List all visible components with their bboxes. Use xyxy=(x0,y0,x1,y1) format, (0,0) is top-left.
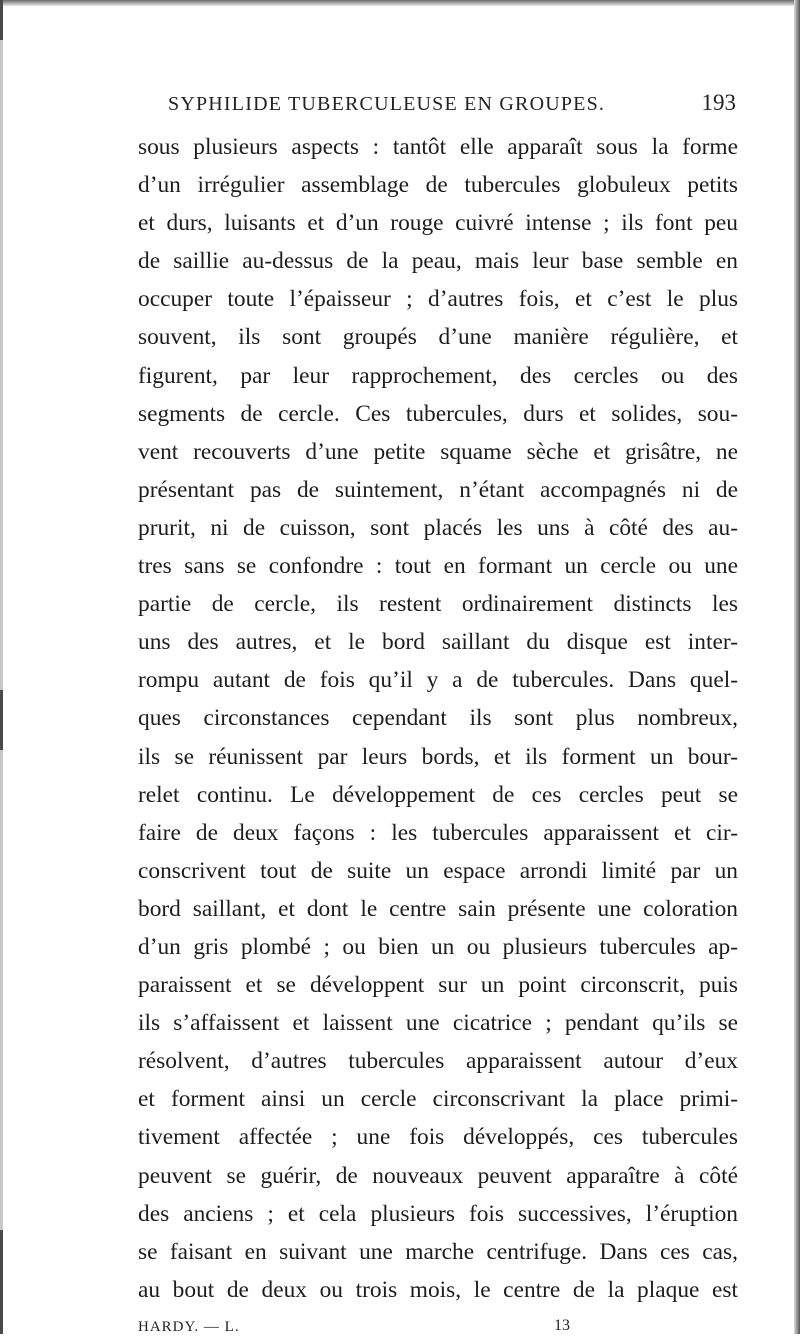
scan-mark xyxy=(0,690,3,750)
text-line: partie de cercle, ils restent ordinairement distincts les xyxy=(138,591,738,618)
text-line: résolvent, d’autres tubercules apparaissent autour d’eux xyxy=(138,1048,738,1075)
text-line: rompu autant de fois qu’il y a de tubercules. Dans quel- xyxy=(138,667,738,694)
text-line: occuper toute l’épaisseur ; d’autres fois, et c’est le plus xyxy=(138,286,738,313)
text-line: figurent, par leur rapprochement, des cercles ou des xyxy=(138,362,738,389)
scan-shadow-right xyxy=(794,0,800,1334)
page-header xyxy=(138,92,738,128)
running-title: SYPHILIDE TUBERCULEUSE EN GROUPES. xyxy=(168,93,606,115)
book-page xyxy=(138,92,738,1343)
text-line: ils s’affaissent et laissent une cicatrice ; pendant qu’ils se xyxy=(138,1010,738,1037)
text-line: et forment ainsi un cercle circonscrivant la place primi- xyxy=(138,1086,738,1113)
text-line: ques circonstances cependant ils sont plus nombreux, xyxy=(138,705,738,732)
text-line: vent recouverts d’une petite squame sèche et grisâtre, ne xyxy=(138,438,738,465)
text-line: tivement affectée ; une fois développés, ces tubercules xyxy=(138,1124,738,1151)
scan-shadow-left xyxy=(0,0,3,1334)
text-line: d’un irrégulier assemblage de tubercules globuleux petits xyxy=(138,172,738,199)
page-number: 193 xyxy=(701,90,736,115)
text-line: sous plusieurs aspects : tantôt elle apparaît sous la forme xyxy=(138,134,738,160)
text-line: des anciens ; et cela plusieurs fois successives, l’éruption xyxy=(138,1200,738,1227)
scan-shadow-top xyxy=(0,0,800,6)
text-line: conscrivent tout de suite un espace arrondi limité par un xyxy=(138,857,738,884)
text-line: relet continu. Le développement de ces cercles peut se xyxy=(138,781,738,808)
body-text xyxy=(138,128,738,1309)
text-line: segments de cercle. Ces tubercules, durs et solides, sou- xyxy=(138,400,738,427)
scan-mark xyxy=(0,0,3,40)
text-line: peuvent se guérir, de nouveaux peuvent apparaître à côté xyxy=(138,1162,738,1189)
text-line: ils se réunissent par leurs bords, et ils forment un bour- xyxy=(138,743,738,770)
text-line: se faisant en suivant une marche centrifuge. Dans ces cas, xyxy=(138,1238,738,1265)
printer-signature: HARDY. — L. xyxy=(138,1318,240,1335)
text-line: au bout de deux ou trois mois, le centre de la plaque est xyxy=(138,1276,738,1303)
scan-mark xyxy=(0,1230,3,1334)
text-line: prurit, ni de cuisson, sont placés les uns à côté des au- xyxy=(138,514,738,541)
text-line: faire de deux façons : les tubercules apparaissent et cir- xyxy=(138,819,738,846)
text-line: bord saillant, et dont le centre sain présente une coloration xyxy=(138,895,738,922)
text-line: d’un gris plombé ; ou bien un ou plusieurs tubercules ap- xyxy=(138,933,738,960)
text-line: uns des autres, et le bord saillant du disque est inter- xyxy=(138,629,738,656)
text-line: tres sans se confondre : tout en formant un cercle ou une xyxy=(138,553,738,580)
page-footer xyxy=(138,1313,738,1343)
text-line: paraissent et se développent sur un point circonscrit, puis xyxy=(138,972,738,999)
text-line: présentant pas de suintement, n’étant accompagnés ni de xyxy=(138,476,738,503)
text-line: de saillie au-dessus de la peau, mais leur base semble en xyxy=(138,248,738,275)
text-line: souvent, ils sont groupés d’une manière régulière, et xyxy=(138,324,738,351)
sheet-number: 13 xyxy=(554,1316,570,1334)
text-line: et durs, luisants et d’un rouge cuivré intense ; ils font peu xyxy=(138,210,738,237)
